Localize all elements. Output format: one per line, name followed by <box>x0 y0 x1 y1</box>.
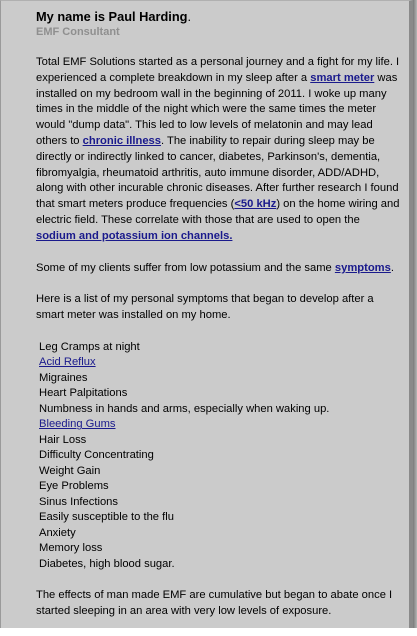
list-intro-paragraph: Here is a list of my personal symptoms that began to develop after a smart meter was installed on my home. <box>36 293 374 322</box>
frequency-link[interactable]: <50 kHz <box>234 198 277 211</box>
symptom-item: Migraines <box>39 371 88 384</box>
symptom-item: Difficulty Concentrating <box>39 449 154 462</box>
smart-meter-link[interactable]: smart meter <box>310 71 375 84</box>
chronic-illness-link[interactable]: chronic illness <box>82 134 161 147</box>
symptom-link[interactable]: Acid Reflux <box>39 356 96 369</box>
symptom-item: Anxiety <box>39 526 76 539</box>
symptom-link[interactable]: Bleeding Gums <box>39 418 116 431</box>
article <box>36 8 402 636</box>
symptom-item: Easily susceptible to the flu <box>39 511 174 524</box>
symptom-item: Memory loss <box>39 542 103 555</box>
intro-text-2: was installed on my bedroom wall in the beginning of 2011. I woke up many times in the middle of the night which were the same times the meter would "dump data". This led to low levels of melatonin and may lead others to <box>36 71 398 147</box>
symptom-item: Numbness in hands and arms, especially when waking up. <box>39 402 330 415</box>
symptom-item: Eye Problems <box>39 480 109 493</box>
symptom-item: Hair Loss <box>39 433 87 446</box>
symptom-item: Sinus Infections <box>39 495 118 508</box>
intro-paragraph <box>36 55 402 245</box>
clients-text-2: . <box>390 261 394 274</box>
author-heading <box>36 8 402 26</box>
clients-paragraph <box>36 261 402 277</box>
ion-channels-link[interactable]: sodium and potassium ion channels. <box>36 229 233 242</box>
symptom-item: Leg Cramps at night <box>39 340 140 353</box>
symptom-item[interactable] <box>39 417 402 433</box>
symptom-list <box>39 340 402 573</box>
intro-text-3: . The inability to repair during sleep may be directly or indirectly linked to cancer, diabetes, Parkinson's, dementia, fibromyalgia, rheumatoid arthritis, auto immune disorder, ADD/ADHD, along with other incurable chronic diseases. After further research I found that smart meters produce frequencies ( <box>36 134 399 211</box>
symptom-item: Diabetes, high blood sugar. <box>39 557 175 570</box>
intro-text-1: Total EMF Solutions started as a personal journey and a fight for my life. I experienced a complete breakdown in my sleep after a <box>36 56 400 84</box>
symptom-item[interactable] <box>39 355 402 371</box>
clients-text-1: Some of my clients suffer from low potassium and the same <box>36 261 335 274</box>
intro-text-4: ) on the home wiring and electric field. These correlate with those that are used to open the <box>36 198 400 226</box>
symptoms-link[interactable]: symptoms <box>334 261 391 274</box>
panel-shadow <box>413 0 417 628</box>
closing-paragraph: The effects of man made EMF are cumulative but began to abate once I started sleeping in an area with very low levels of exposure. <box>36 589 393 618</box>
author-title: EMF Consultant <box>36 26 120 38</box>
symptom-item: Heart Palpitations <box>39 387 128 400</box>
author-name: My name is Paul Harding <box>36 9 188 24</box>
symptom-item: Weight Gain <box>39 464 101 477</box>
author-name-period: . <box>187 9 192 24</box>
